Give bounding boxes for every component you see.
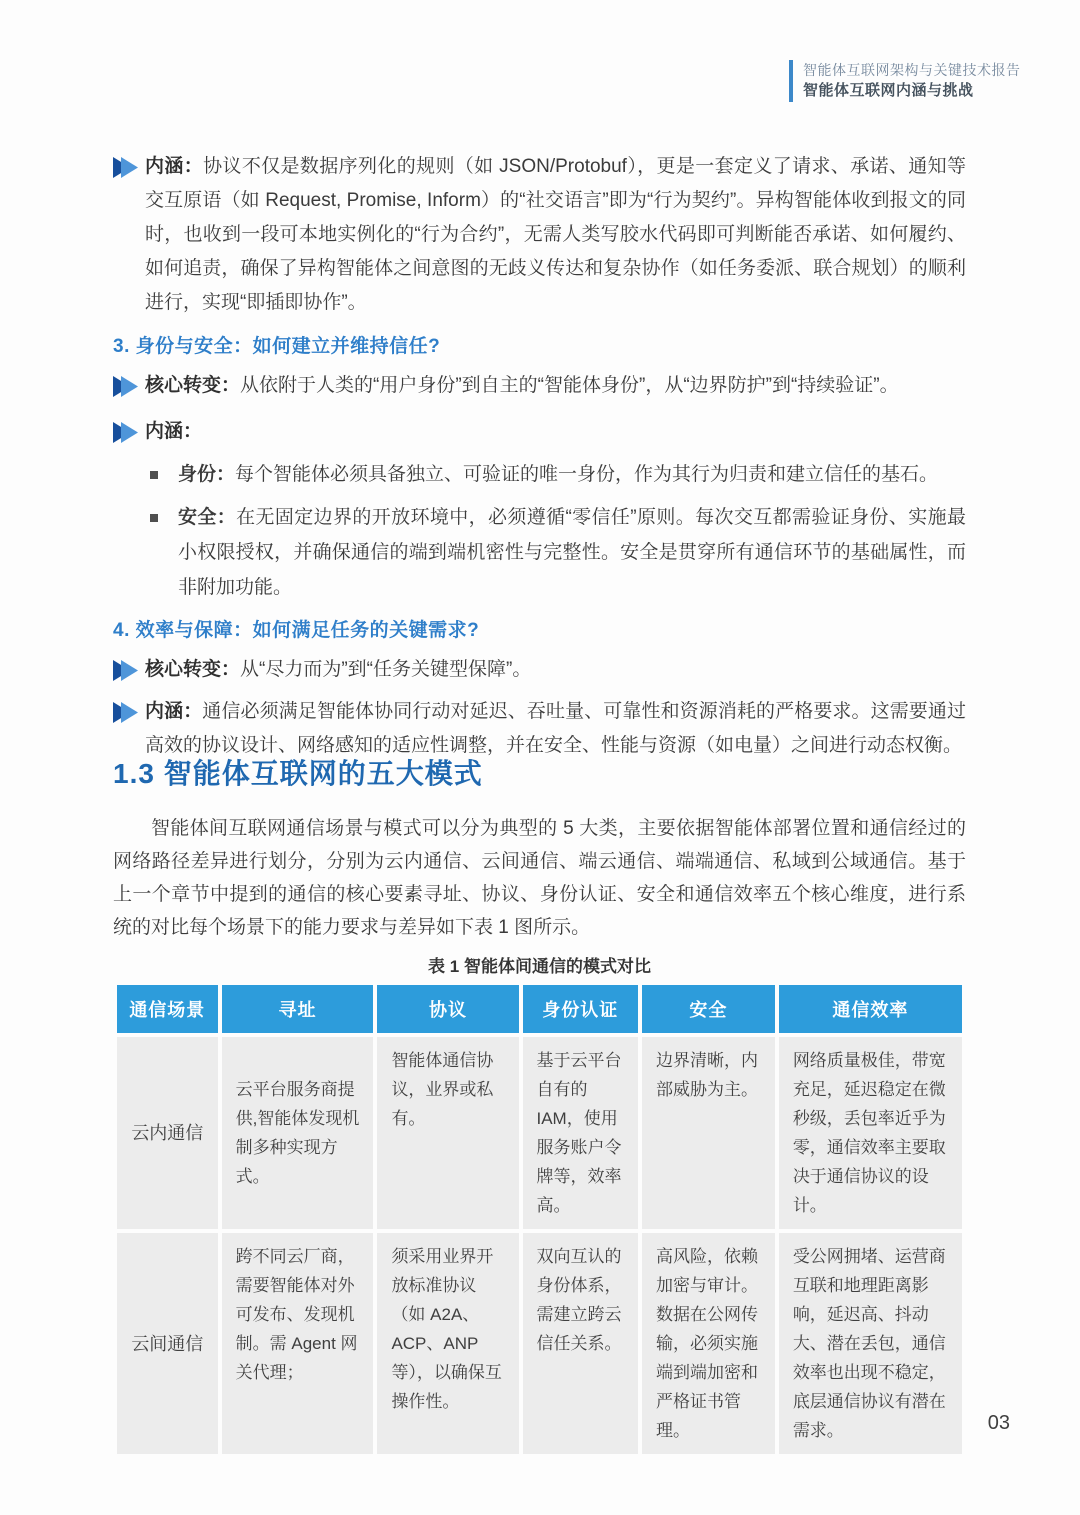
square-bullet-icon (150, 514, 158, 522)
double-arrow-icon (113, 376, 145, 398)
bullet-text: 核心转变：从“尽力而为”到“任务关键型保障”。 (145, 659, 532, 680)
section-heading-1-3: 1.3 智能体互联网的五大模式 (113, 758, 483, 789)
sub-bullet-label: 安全： (178, 507, 237, 528)
cell-protocol: 须采用业界开放标准协议（如 A2A、ACP、ANP 等），以确保互操作性。 (377, 1233, 518, 1454)
column-header-addressing: 寻址 (222, 985, 374, 1033)
column-header-identity: 身份认证 (523, 985, 639, 1033)
cell-addressing: 跨不同云厂商，需要智能体对外可发布、发现机制。需 Agent 网关代理； (222, 1233, 374, 1454)
column-header-efficiency: 通信效率 (779, 985, 962, 1033)
sub-bullet-label: 身份： (178, 464, 236, 485)
bullet-label: 内涵： (145, 701, 203, 722)
intro-paragraph: 智能体间互联网通信场景与模式可以分为典型的 5 大类，主要依据智能体部署位置和通信经过的网络路径差异进行划分，分别为云内通信、云间通信、端云通信、端端通信、私域到公域通信。基于上一个章节中提到的通信的核心要素寻址、协议、身份认证、安全和通信效率五个核心维度，进行系统的对比每个场景下的能力要求与差异如下表 1 图所示。 (113, 818, 966, 938)
sub-bullet-security (150, 500, 966, 605)
bullet-core-shift-identity (113, 369, 966, 403)
table-row-inter-cloud (117, 1233, 962, 1454)
bullet-label: 内涵： (145, 156, 204, 177)
bullet-text (145, 415, 966, 449)
cell-scene: 云内通信 (117, 1037, 218, 1229)
cell-identity: 基于云平台自有的 IAM，使用服务账户令牌等，效率高。 (523, 1037, 639, 1229)
report-title: 智能体互联网架构与关键技术报告 (803, 62, 1021, 78)
section-heading-identity-security: 3. 身份与安全：如何建立并维持信任? (113, 336, 441, 357)
section-heading-efficiency: 4. 效率与保障：如何满足任务的关键需求? (113, 620, 480, 641)
bullet-label: 核心转变： (145, 375, 241, 396)
cell-protocol: 智能体通信协议，业界或私有。 (377, 1037, 518, 1229)
bullet-text: 内涵：协议不仅是数据序列化的规则（如 JSON/Protobuf），更是一套定义了请求、承诺、通知等交互原语（如 Request, Promise, Inform）的“社交语言”即为“行为契约”。异构智能体收到报文的同时，也收到一段可本地实例化的“行为合约”，无需人类写胶水代码即可判断能否承诺、如何履约、如何追责，确保了异构智能体之间意图的无歧义传达和复杂协作（如任务委派、联合规划）的顺利进行，实现“即插即协作”。 (145, 156, 966, 313)
cell-efficiency: 网络质量极佳，带宽充足，延迟稳定在微秒级，丢包率近乎为零，通信效率主要取决于通信协议的设计。 (779, 1037, 962, 1229)
comparison-table (113, 981, 966, 1458)
column-header-protocol: 协议 (377, 985, 518, 1033)
double-arrow-icon (113, 422, 145, 444)
header-accent-bar (789, 60, 793, 102)
table-caption: 表 1 智能体间通信的模式对比 (428, 957, 651, 976)
column-header-security: 安全 (642, 985, 775, 1033)
bullet-label: 核心转变： (145, 659, 241, 680)
page-number: 03 (987, 1412, 1010, 1434)
double-arrow-icon (113, 702, 145, 724)
sub-bullet-text: 身份：每个智能体必须具备独立、可验证的唯一身份，作为其行为归责和建立信任的基石。 (178, 464, 939, 485)
bullet-text: 核心转变：从依附于人类的“用户身份”到自主的“智能体身份”，从“边界防护”到“持续验证”。 (145, 375, 899, 396)
bullet-label: 内涵： (145, 421, 203, 442)
square-bullet-icon (150, 471, 158, 479)
cell-scene: 云间通信 (117, 1233, 218, 1454)
bullet-text: 内涵：通信必须满足智能体协同行动对延迟、吞吐量、可靠性和资源消耗的严格要求。这需要通过高效的协议设计、网络感知的适应性调整，并在安全、性能与资源（如电量）之间进行动态权衡。 (145, 701, 966, 756)
table-header-row (117, 985, 962, 1033)
chapter-title: 智能体互联网内涵与挑战 (803, 82, 974, 100)
bullet-core-shift-efficiency (113, 653, 966, 687)
sub-bullet-text: 安全：在无固定边界的开放环境中，必须遵循“零信任”原则。每次交互都需验证身份、实施最小权限授权，并确保通信的端到端机密性与完整性。安全是贯穿所有通信环节的基础属性，而非附加功能。 (178, 507, 966, 598)
column-header-scene: 通信场景 (117, 985, 218, 1033)
content-section-modes (113, 752, 966, 1458)
double-arrow-icon (113, 660, 145, 682)
page-header (789, 60, 1021, 102)
bullet-connotation-protocol (113, 150, 966, 320)
cell-efficiency: 受公网拥堵、运营商互联和地理距离影响，延迟高、抖动大、潜在丢包，通信效率也出现不稳定，底层通信协议有潜在需求。 (779, 1233, 962, 1454)
bullet-connotation-identity (113, 415, 966, 449)
header-text (803, 60, 1021, 102)
content-section-top (113, 150, 966, 763)
double-arrow-icon (113, 157, 145, 179)
cell-security: 高风险，依赖加密与审计。数据在公网传输，必须实施端到端加密和严格证书管理。 (642, 1233, 775, 1454)
sub-bullet-identity (150, 457, 966, 492)
cell-security: 边界清晰，内部威胁为主。 (642, 1037, 775, 1229)
cell-identity: 双向互认的身份体系，需建立跨云信任关系。 (523, 1233, 639, 1454)
cell-addressing: 云平台服务商提供,智能体发现机制多种实现方式。 (222, 1037, 374, 1229)
table-row-intra-cloud (117, 1037, 962, 1229)
